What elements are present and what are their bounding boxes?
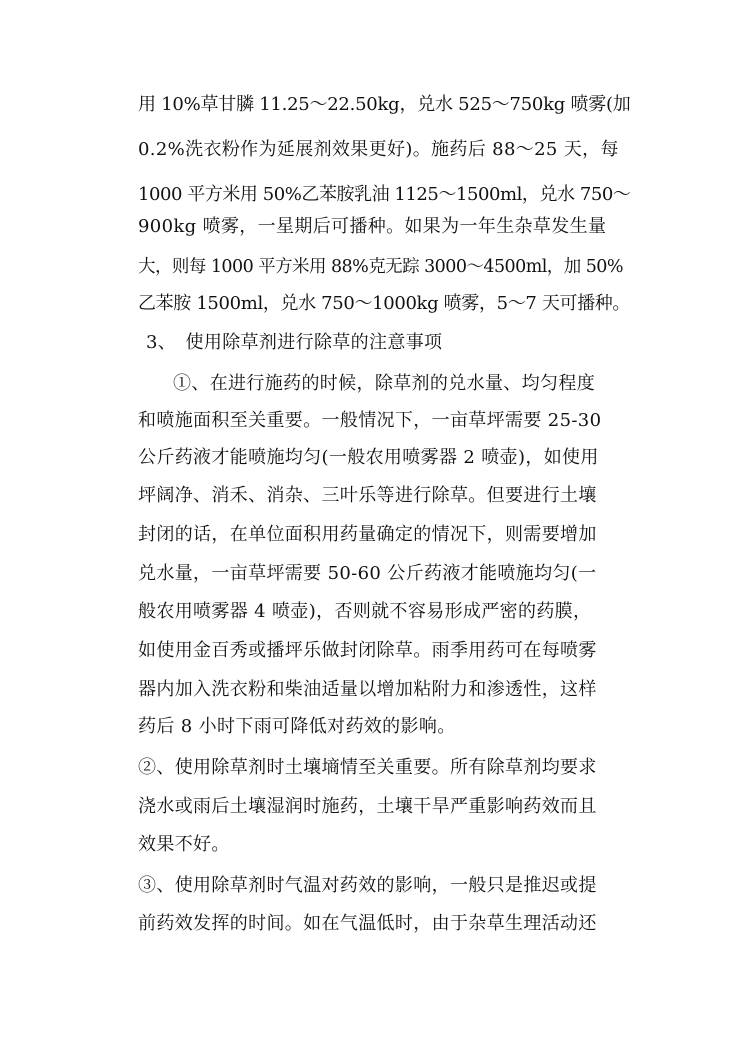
text-line: 1000 平方米用 50%乙苯胺乳油 1125～1500ml，兑水 750～ (138, 184, 631, 205)
text-line: 浇水或雨后土壤湿润时施药，土壤干旱严重影响药效而且 (138, 796, 597, 817)
text-line: 器内加入洗衣粉和柴油适量以增加粘附力和渗透性，这样 (138, 679, 597, 700)
text-line: 大，则每 1000 平方米用 88%克无踪 3000～4500ml，加 50% (138, 257, 623, 277)
text-line: 坪阔净、消禾、消杂、三叶乐等进行除草。但要进行土壤 (138, 485, 597, 506)
text-line: 药后 8 小时下雨可降低对药效的影响。 (138, 716, 456, 737)
text-line: 兑水量，一亩草坪需要 50-60 公斤药液才能喷施均匀(一 (138, 563, 597, 584)
section-heading: 3、 使用除草剂进行除草的注意事项 (146, 332, 443, 353)
text-line: ①、在进行施药的时候，除草剂的兑水量、均匀程度 (173, 373, 596, 394)
text-line: 0.2%洗衣粉作为延展剂效果更好)。施药后 88～25 天，每 (138, 139, 619, 160)
text-line: ③、使用除草剂时气温对药效的影响，一般只是推迟或提 (138, 875, 597, 896)
text-line: 封闭的话，在单位面积用药量确定的情况下，则需要增加 (138, 524, 597, 545)
text-line: 公斤药液才能喷施均匀(一般农用喷雾器 2 喷壶)，如使用 (138, 447, 599, 468)
text-line: 效果不好。 (138, 834, 230, 855)
text-line: 般农用喷雾器 4 喷壶)，否则就不容易形成严密的药膜， (138, 601, 592, 622)
text-line: 乙苯胺 1500ml，兑水 750～1000kg 喷雾，5～7 天可播种。 (138, 293, 631, 314)
text-line: 如使用金百秀或播坪乐做封闭除草。雨季用药可在每喷雾 (138, 640, 597, 661)
text-line: 900kg 喷雾，一星期后可播种。如果为一年生杂草发生量 (138, 216, 607, 237)
text-line: 用 10%草甘膦 11.25～22.50kg，兑水 525～750kg 喷雾(加 (138, 94, 631, 115)
text-line: 和喷施面积至关重要。一般情况下，一亩草坪需要 25-30 (138, 410, 602, 431)
text-line: 前药效发挥的时间。如在气温低时，由于杂草生理活动还 (138, 913, 597, 934)
text-line: ②、使用除草剂时土壤墒情至关重要。所有除草剂均要求 (138, 757, 597, 778)
